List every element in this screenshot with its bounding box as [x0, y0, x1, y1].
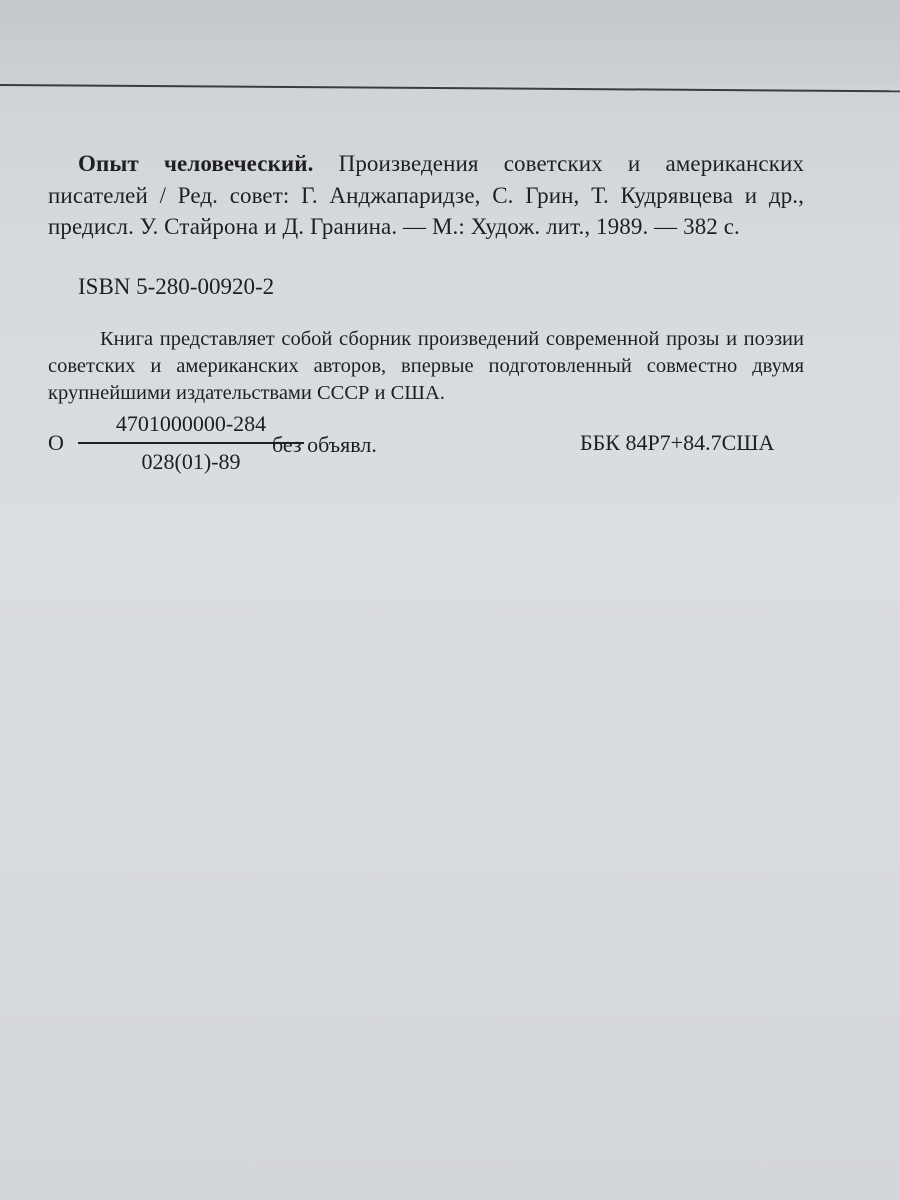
catalog-code-fraction [78, 410, 304, 476]
isbn: ISBN 5-280-00920-2 [78, 274, 275, 299]
catalog-code-prefix: О [48, 430, 64, 455]
fraction-line [78, 442, 304, 444]
book-annotation: Книга представляет собой сборник произведений современной прозы и поэзии советских и американских авторов, впервые подготовленный совместно двумя крупнейшими издательствами СССР и США. [48, 328, 804, 404]
book-description: Произведения советских и американских писателей / Ред. совет: Г. Анджапаридзе, С. Грин, Т. Кудрявцева и др., предисл. У. Стайрона и Д. Гранина. — М.: Худож. лит., 1989. — 382 с. [48, 151, 804, 239]
bibliographic-entry [48, 148, 804, 243]
catalog-code-note: без объявл. [272, 432, 377, 457]
book-page [0, 86, 900, 1200]
background-surface [0, 0, 900, 85]
catalog-code-denominator: 028(01)-89 [141, 448, 241, 474]
bbk-code: ББК 84Р7+84.7США [580, 430, 775, 455]
catalog-code-row [48, 410, 808, 474]
book-title: Опыт человеческий. [78, 151, 314, 176]
catalog-code-numerator: 4701000000-284 [115, 411, 267, 436]
